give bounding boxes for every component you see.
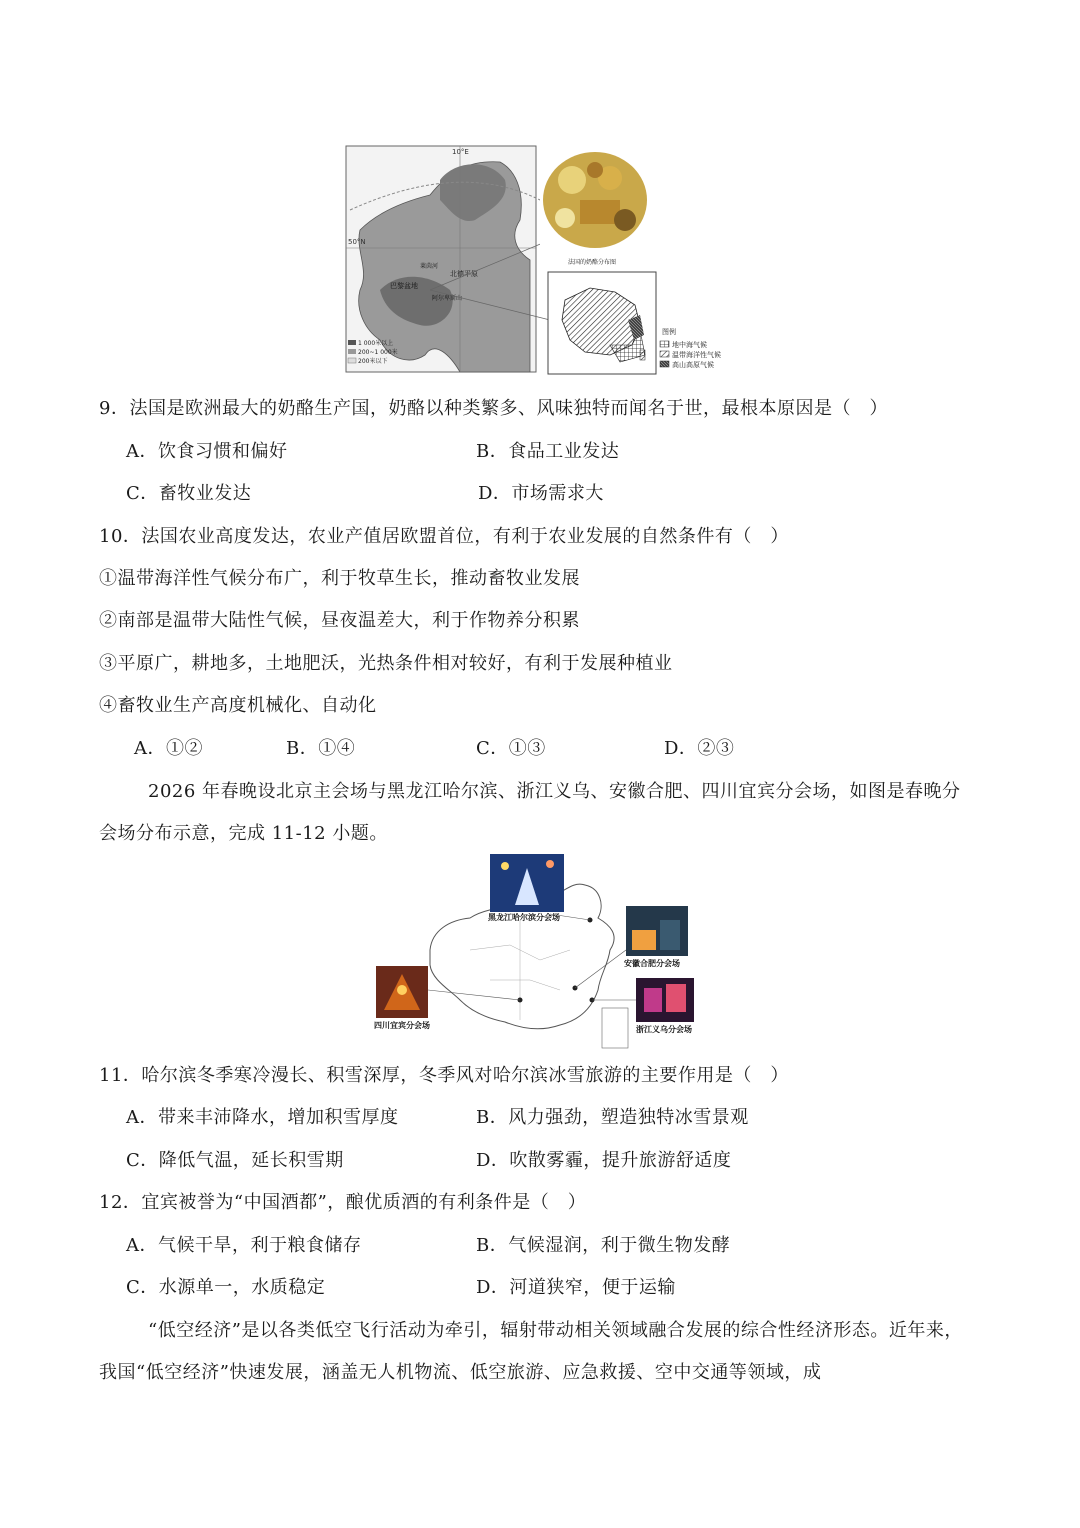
yibin-venue-label: 四川宜宾分会场	[374, 1021, 430, 1030]
q10-option-b: B．①④	[286, 738, 356, 759]
q10-option-c: C．①③	[476, 738, 546, 759]
q9-option-a: A．饮食习惯和偏好	[126, 441, 288, 462]
q11-option-a: A．带来丰沛降水，增加积雪厚度	[126, 1107, 399, 1128]
europe-france-figure	[340, 140, 740, 380]
harbin-venue-label: 黑龙江哈尔滨分会场	[488, 913, 560, 922]
map-legend-mid: 200~1 000米	[358, 349, 398, 356]
map-label-plain-north: 北德平原	[450, 270, 478, 278]
q10-option-d: D．②③	[664, 738, 735, 759]
q11-option-d: D．吹散雾霾，提升旅游舒适度	[476, 1150, 732, 1171]
cheese-image	[540, 148, 650, 266]
q9-option-c: C．畜牧业发达	[126, 483, 252, 504]
hefei-venue-label: 安徽合肥分会场	[624, 959, 680, 968]
europe-map	[346, 146, 540, 372]
q10-statement-2: ②南部是温带大陆性气候，昼夜温差大，利于作物养分积累	[99, 610, 580, 631]
climate-legend-highland: 高山高原气候	[672, 361, 714, 369]
climate-legend-mediterranean: 地中海气候	[672, 341, 707, 349]
q9-stem: 9．法国是欧洲最大的奶酪生产国，奶酪以种类繁多、风味独特而闻名于世，最根本原因是（ ）	[99, 398, 888, 419]
intro3-line2: 我国“低空经济”快速发展，涵盖无人机物流、低空旅游、应急救援、空中交通等领域，成	[99, 1362, 822, 1383]
q10-statement-1: ①温带海洋性气候分布广，利于牧草生长，推动畜牧业发展	[99, 568, 580, 589]
parallel-label: 50°N	[348, 238, 366, 246]
q10-statement-3: ③平原广，耕地多，土地肥沃，光热条件相对较好，有利于发展种植业	[99, 653, 673, 674]
q12-stem: 12．宜宾被誉为“中国酒都”，酿优质酒的有利条件是（ ）	[99, 1192, 587, 1213]
map-label-mountains: 阿尔卑斯山	[432, 295, 463, 302]
q12-option-c: C．水源单一，水质稳定	[126, 1277, 326, 1298]
q11-option-b: B．风力强劲，塑造独特冰雪景观	[476, 1107, 749, 1128]
map-legend-low: 200米以下	[358, 358, 388, 365]
q11-option-c: C．降低气温，延长积雪期	[126, 1150, 344, 1171]
intro3-line1: “低空经济”是以各类低空飞行活动为牵引，辐射带动相关领域融合发展的综合性经济形态。近年来，	[148, 1320, 963, 1341]
map-label-river: 莱茵河	[420, 263, 439, 270]
climate-legend-title: 图例	[662, 328, 676, 336]
q12-option-d: D．河道狭窄，便于运输	[476, 1277, 676, 1298]
q12-option-b: B．气候湿润，利于微生物发酵	[476, 1235, 731, 1256]
map-legend-high: 1 000米以上	[358, 340, 394, 347]
cheese-caption: 法国的奶酪分布图	[568, 259, 617, 266]
meridian-label: 10°E	[452, 148, 469, 156]
q10-option-a: A．①②	[134, 738, 203, 759]
q9-option-d: D．市场需求大	[478, 483, 604, 504]
q12-option-a: A．气候干旱，利于粮食储存	[126, 1235, 362, 1256]
q10-statement-4: ④畜牧业生产高度机械化、自动化	[99, 695, 377, 716]
map-label-plain-west: 巴黎盆地	[390, 282, 418, 290]
yiwu-venue-label: 浙江义乌分会场	[636, 1025, 692, 1034]
climate-legend-maritime: 温带海洋性气候	[672, 351, 721, 359]
france-climate-map	[548, 272, 721, 374]
q11-stem: 11．哈尔滨冬季寒冷漫长、积雪深厚，冬季风对哈尔滨冰雪旅游的主要作用是（ ）	[99, 1065, 789, 1086]
intro2-line2: 会场分布示意，完成 11-12 小题。	[99, 823, 388, 844]
q10-stem: 10．法国农业高度发达，农业产值居欧盟首位，有利于农业发展的自然条件有（ ）	[99, 526, 789, 547]
gala-venues-map	[370, 850, 710, 1060]
q9-option-b: B．食品工业发达	[476, 441, 620, 462]
intro2-line1: 2026 年春晚设北京主会场与黑龙江哈尔滨、浙江义乌、安徽合肥、四川宜宾分会场，如图是春晚分	[148, 781, 961, 802]
